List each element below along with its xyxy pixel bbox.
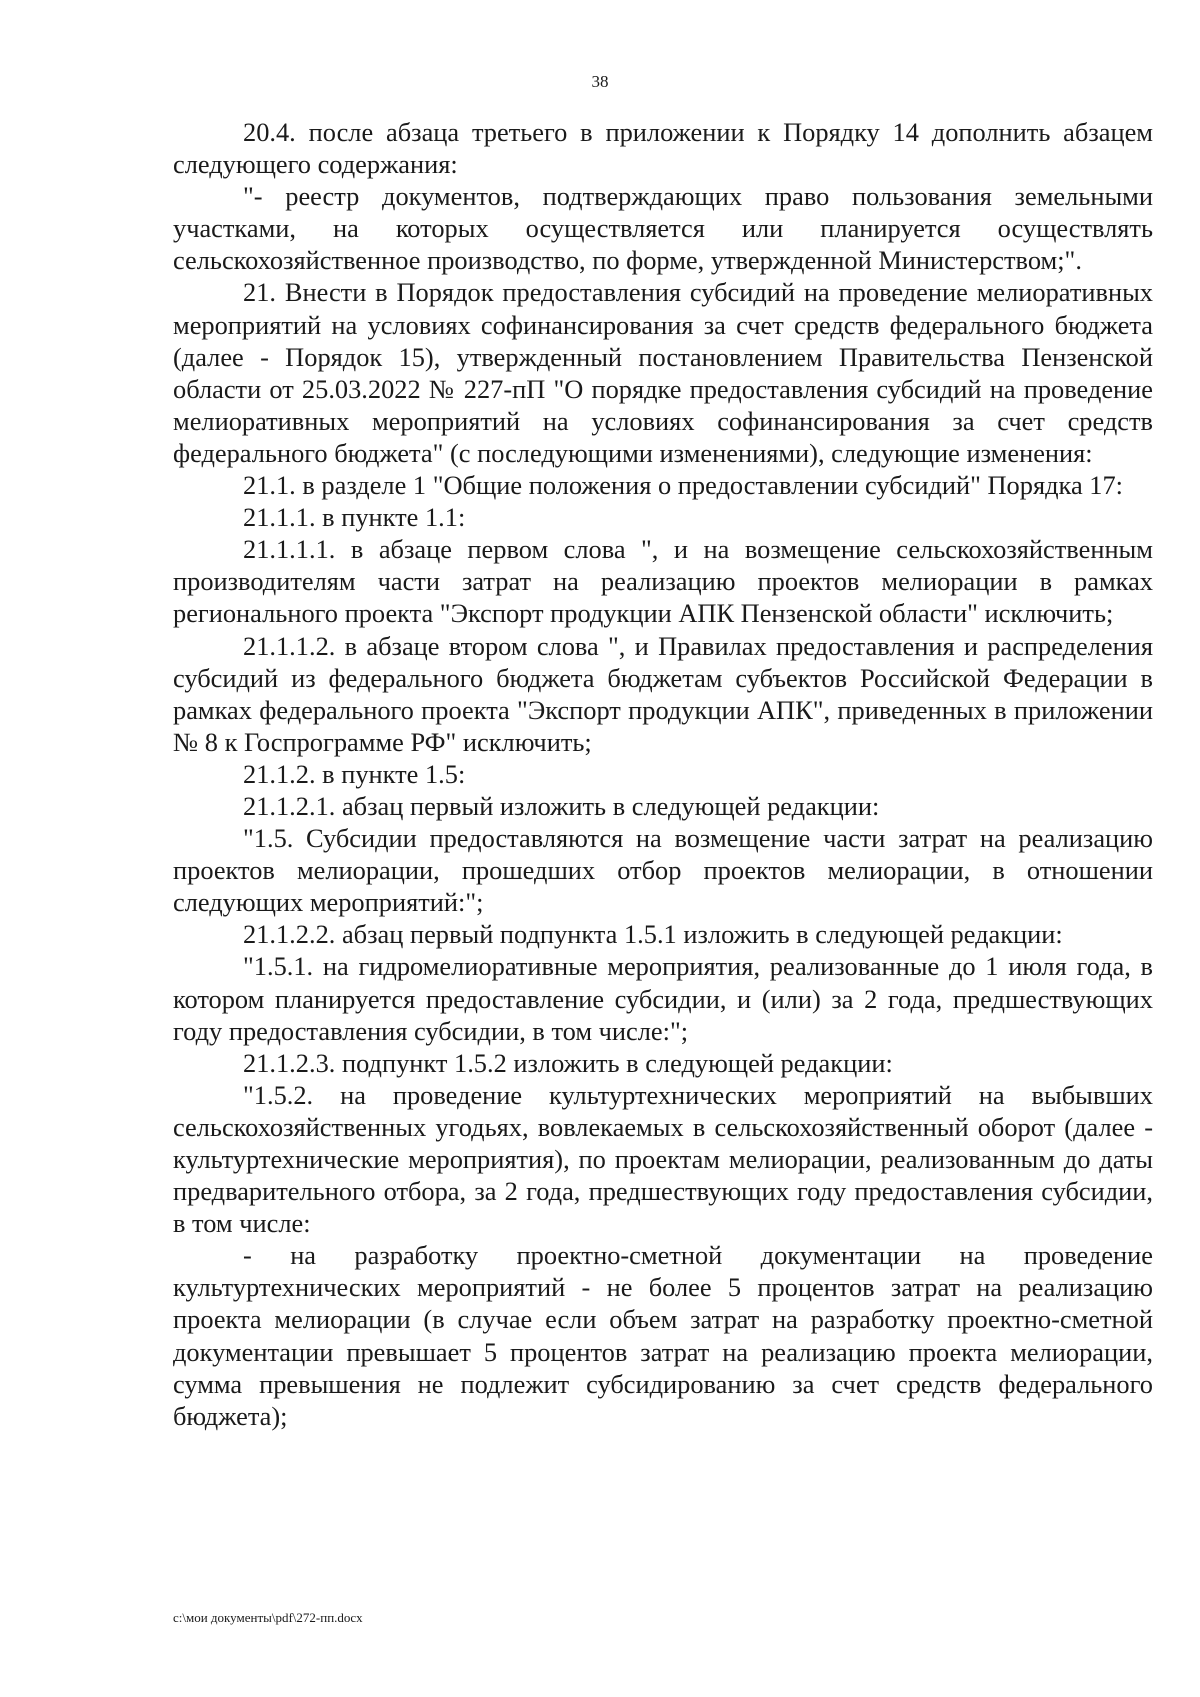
paragraph-21-1: 21.1. в разделе 1 "Общие положения о предоставлении субсидий" Порядка 17:	[243, 470, 1123, 501]
paragraph-21-1-1: 21.1.1. в пункте 1.1:	[243, 502, 466, 533]
paragraph-registry-quote: "- реестр документов, подтверждающих право пользования земельными участками, на которых осуществляется или планируется осуществлять сельскохозяйственное производство, по форме, утвержденной Министерством;".	[173, 181, 1153, 276]
footer-file-path: c:\мои документы\pdf\272-пп.docx	[173, 1610, 363, 1625]
paragraph-21-1-2-1: 21.1.2.1. абзац первый изложить в следующей редакции:	[243, 790, 880, 821]
paragraph-21-1-2: 21.1.2. в пункте 1.5:	[243, 758, 466, 789]
paragraph-1-5-2-quote: "1.5.2. на проведение культуртехнических мероприятий на выбывших сельскохозяйственных угодьях, вовлекаемых в сельскохозяйственный оборот (далее - культуртехнические мероприятия), по проектам мелиорации, реализованным до даты предварительного отбора, за 2 года, предшествующих году предоставления субсидии, в том числе:	[173, 1079, 1153, 1239]
paragraph-20-4: 20.4. после абзаца третьего в приложении к Порядку 14 дополнить абзацем следующего содержания:	[173, 117, 1153, 180]
paragraph-21: 21. Внести в Порядок предоставления субсидий на проведение мелиоративных мероприятий на условиях софинансирования за счет средств федерального бюджета (далее - Порядок 15), утвержденный постановлением Правительства Пензенской области от 25.03.2022 № 227-пП "О порядке предоставления субсидий на проведение мелиоративных мероприятий на условиях софинансирования за счет средств федерального бюджета" (с последующими изменениями), следующие изменения:	[173, 277, 1153, 468]
paragraph-21-1-1-2: 21.1.1.2. в абзаце втором слова ", и Правилах предоставления и распределения субсидий из федерального бюджета бюджетам субъектов Российской Федерации в рамках федерального проекта "Экспорт продукции АПК", приведенных в приложении № 8 к Госпрограмме РФ" исключить;	[173, 630, 1153, 757]
paragraph-21-1-1-1: 21.1.1.1. в абзаце первом слова ", и на возмещение сельскохозяйственным производителям части затрат на реализацию проектов мелиорации в рамках регионального проекта "Экспорт продукции АПК Пензенской области" исключить;	[173, 534, 1153, 629]
page-number: 38	[591, 72, 609, 91]
paragraph-1-5-quote: "1.5. Субсидии предоставляются на возмещение части затрат на реализацию проектов мелиорации, прошедших отбор проектов мелиорации, в отношении следующих мероприятий:";	[173, 823, 1153, 918]
paragraph-1-5-1-quote: "1.5.1. на гидромелиоративные мероприятия, реализованные до 1 июля года, в котором планируется предоставление субсидии, и (или) за 2 года, предшествующих году предоставления субсидии, в том числе:";	[173, 951, 1153, 1046]
paragraph-21-1-2-2: 21.1.2.2. абзац первый подпункта 1.5.1 изложить в следующей редакции:	[243, 919, 1063, 950]
paragraph-design-docs: - на разработку проектно-сметной документации на проведение культуртехнических мероприятий - не более 5 процентов затрат на реализацию проекта мелиорации (в случае если объем затрат на разработку проектно-сметной документации превышает 5 процентов затрат на реализацию проекта мелиорации, сумма превышения не подлежит субсидированию за счет средств федерального бюджета);	[173, 1240, 1153, 1431]
paragraph-21-1-2-3: 21.1.2.3. подпункт 1.5.2 изложить в следующей редакции:	[243, 1047, 893, 1078]
document-body	[173, 116, 1153, 1432]
